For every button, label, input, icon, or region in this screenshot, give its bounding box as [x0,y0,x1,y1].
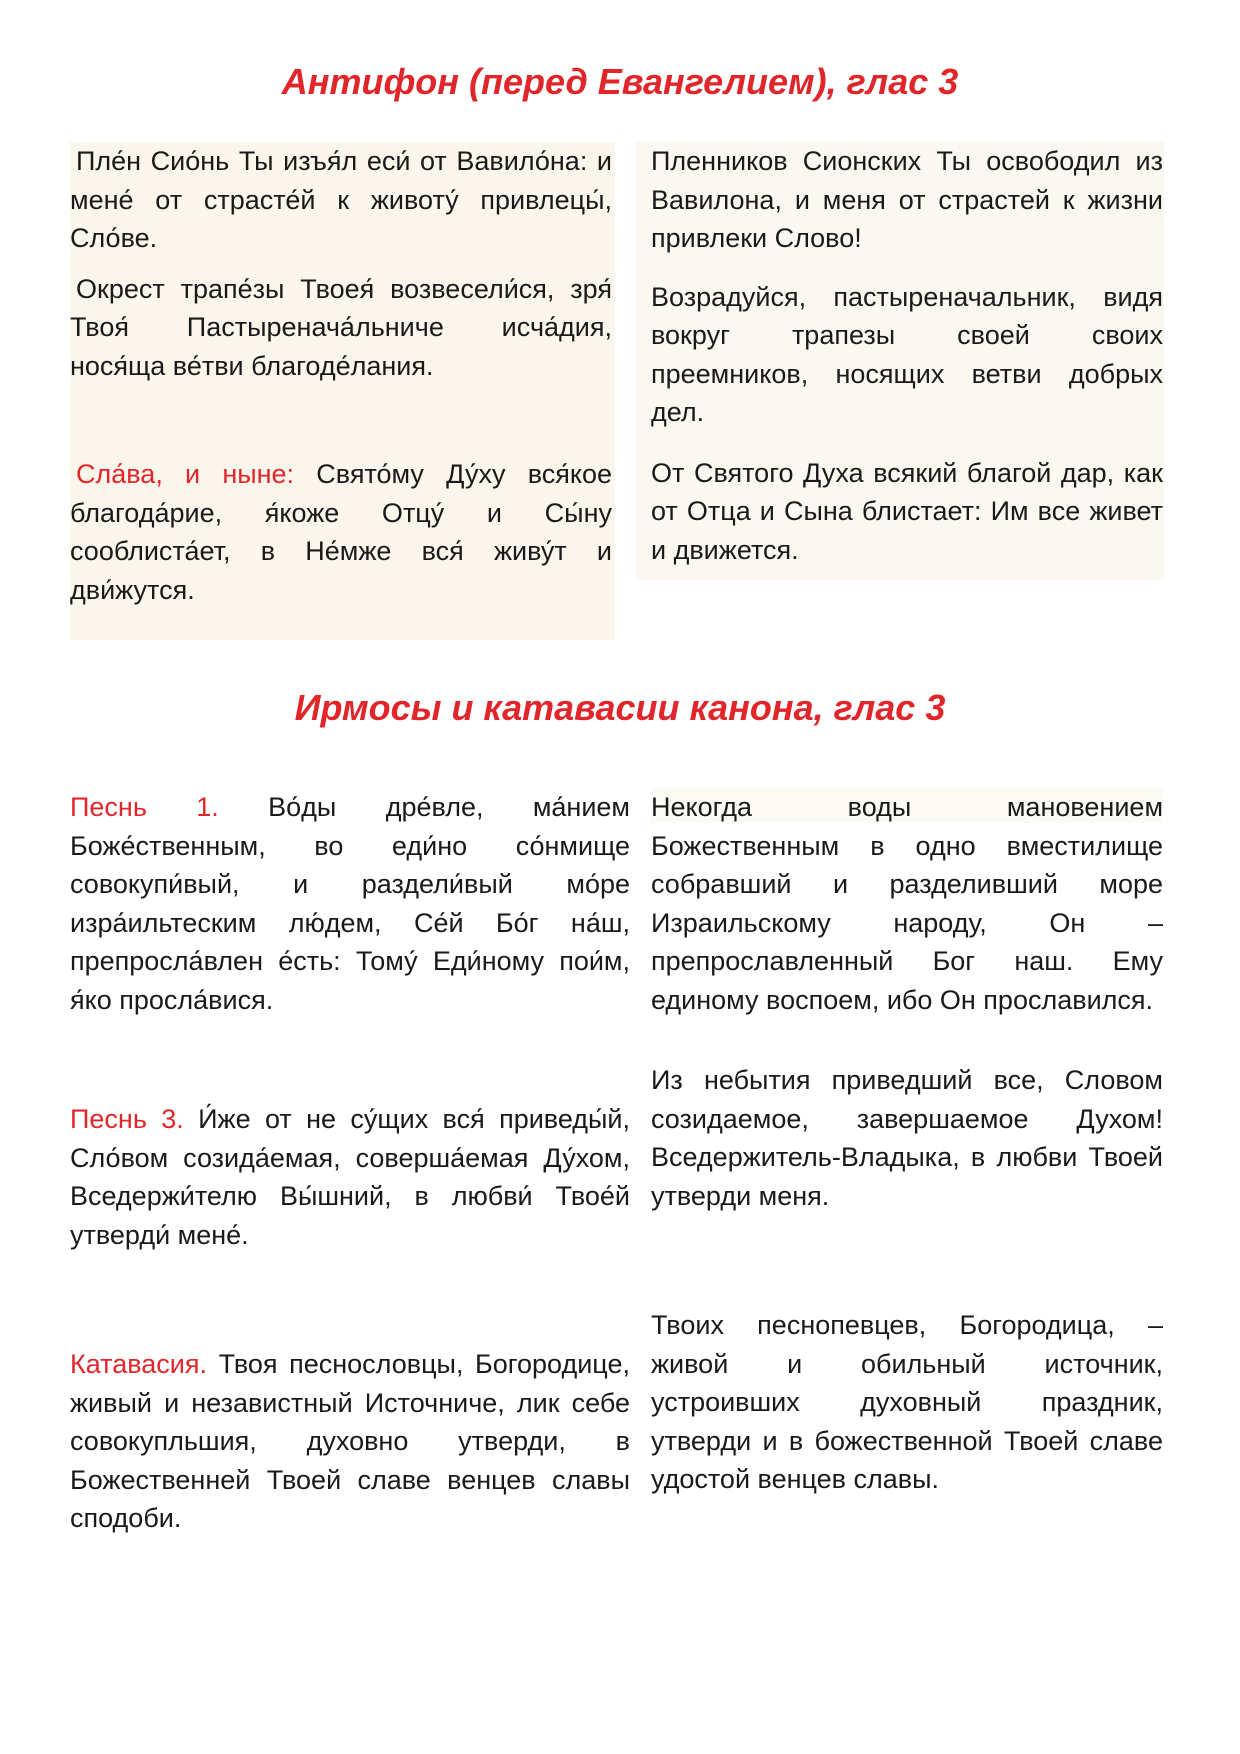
antiphon-translation-2 [651,278,1163,432]
katavasia-translation [651,1306,1163,1499]
ode3-translation-text: Из небытия приведший все, Словом созидаемое, завершаемое Духом! Вседержитель-Владыка, в любви Твоей утверди меня. [651,1065,1163,1211]
antiphon-glory [70,455,612,609]
antiphon-verse-2 [70,270,612,386]
ode3-translation [651,1061,1163,1215]
ode1-irmos [70,788,630,1019]
antiphon-verse-2-text: Окрест трапе́зы Твоея́ возвесели́ся, зря́ Твоя́ Пастыренача́льниче исча́дия, нося́ща ве́тви благоде́лания. [70,273,612,381]
ode1-label: Песнь 1. [70,792,219,822]
katavasia [70,1345,630,1538]
section1-title: Антифон (перед Евангелием), глас 3 [281,61,959,102]
ode1-translation-text: Некогда воды мановением Божественным в одно вместилище собравший и разделивший море Израильскому народу, Он – препрославленный Бог наш. Ему единому воспоем, ибо Он прославился. [651,792,1163,1015]
katavasia-label: Катавасия. [70,1349,207,1379]
antiphon-verse-1-text: Пле́н Сио́нь Ты изъя́л еси́ от Вавило́на: и мене́ от страсте́й к животу́ привлецы́, Сло́ве. [70,146,612,253]
section2-title: Ирмосы и катавасии канона, глас 3 [294,687,946,728]
antiphon-translation-3 [651,454,1163,570]
ode3-label: Песнь 3. [70,1104,184,1134]
ode3-irmos [70,1100,630,1254]
ode3-text: И́же от не су́щих вся́ приведы́й, Сло́вом созида́емая, соверша́емая Ду́хом, Вседержи́телю Вы́шний, в любви́ Твое́й утверди́ мене́. [70,1104,630,1250]
antiphon-translation-1 [651,142,1163,258]
section2-right-column [651,788,1163,1523]
ode1-translation [651,788,1163,1019]
section2-left-column [70,788,630,1562]
katavasia-text: Твоя песнословцы, Богородице, живый и независтный Источниче, лик себе совокупльшия, духовно утверди, в Божественней Твоей славе венцев славы сподоби. [70,1349,630,1533]
section1-right-column [651,142,1163,593]
antiphon-verse-1 [70,142,612,258]
katavasia-translation-text: Твоих песнопевцев, Богородица, – живой и обильный источник, устроивших духовный праздник, утверди и в божественной Твоей славе удостой венцев славы. [651,1310,1163,1494]
antiphon-translation-2-text: Возрадуйся, пастыреначальник, видя вокруг трапезы своей своих преемников, носящих ветви добрых дел. [651,281,1163,427]
antiphon-glory-text: Свято́му Ду́ху вся́кое благода́рие, я́коже Отцу́ и Сы́ну сооблиста́ет, в Не́мже вся́ живу́т и дви́жутся. [70,459,612,605]
antiphon-translation-3-text: От Святого Духа всякий благой дар, как от Отца и Сына блистает: Им все живет и движется. [651,457,1163,565]
antiphon-glory-label: Сла́ва, и ныне: [76,459,295,489]
antiphon-translation-1-text: Пленников Сионских Ты освободил из Вавилона, и меня от страстей к жизни привлеки Слово! [651,146,1163,253]
section1-left-column [70,142,612,633]
ode1-text: Во́ды дре́вле, ма́нием Боже́ственным, во еди́но со́нмище совокупи́вый, и раздели́вый мо́ре изра́ильтеским лю́дем, Се́й Бо́г на́ш, препросла́влен е́сть: Тому́ Еди́ному пои́м, я́ко просла́вися. [70,792,630,1015]
